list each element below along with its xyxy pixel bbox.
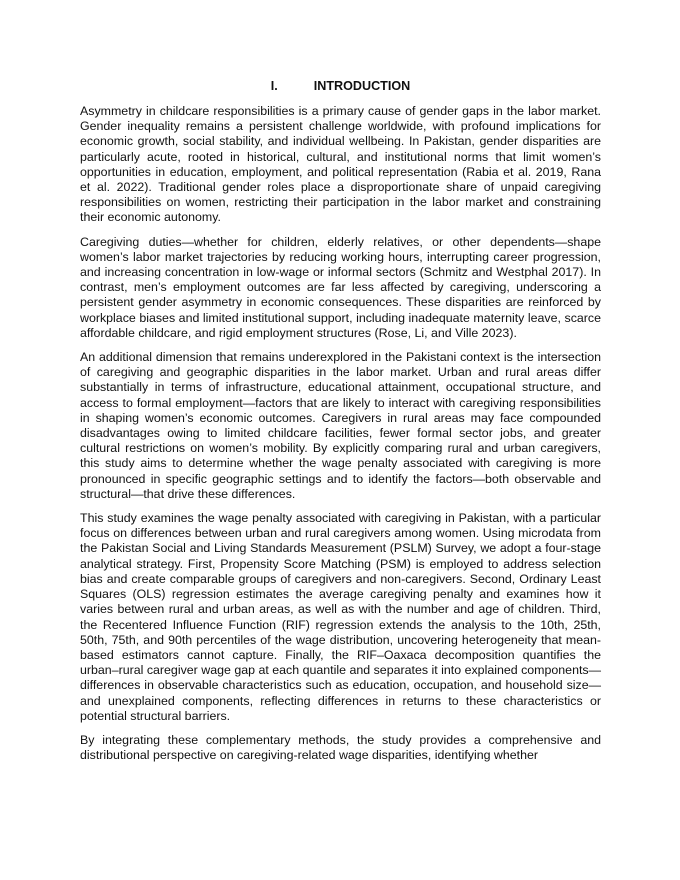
paragraph-1: Asymmetry in childcare responsibilities is a primary cause of gender gaps in the labor market. Gender inequality remains a persistent challenge worldwide, with profound implications for economic growth, social stability, and individual wellbeing. In Pakistan, gender disparities are particularly acute, rooted in historical, cultural, and institutional norms that limit women’s opportunities in education, employment, and political representation (Rabia et al. 2019, Rana et al. 2022). Traditional gender roles place a disproportionate share of unpaid caregiving responsibilities on women, restricting their participation in the labor market and constraining their economic autonomy. <box>80 104 601 225</box>
paragraph-4: This study examines the wage penalty associated with caregiving in Pakistan, with a particular focus on differences between urban and rural caregivers among women. Using microdata from the Pakistan Social and Living Standards Measurement (PSLM) Survey, we adopt a four-stage analytical strategy. First, Propensity Score Matching (PSM) is employed to address selection bias and create comparable groups of caregivers and non-caregivers. Second, Ordinary Least Squares (OLS) regression estimates the average caregiving penalty and examines how it varies between rural and urban areas, as well as with the number and age of children. Third, the Recentered Influence Function (RIF) regression extends the analysis to the 10th, 25th, 50th, 75th, and 90th percentiles of the wage distribution, uncovering heterogeneity that mean-based estimators cannot capture. Finally, the RIF–Oaxaca decomposition quantifies the urban–rural caregiver wage gap at each quantile and separates it into explained components—differences in observable characteristics such as education, occupation, and household size—and unexplained components, reflecting differences in returns to these characteristics or potential structural barriers. <box>80 511 601 723</box>
section-heading <box>80 78 601 94</box>
paragraph-5: By integrating these complementary methods, the study provides a comprehensive and distributional perspective on caregiving-related wage disparities, identifying whether <box>80 732 601 763</box>
page-content <box>80 78 601 772</box>
paragraph-3: An additional dimension that remains underexplored in the Pakistani context is the intersection of caregiving and geographic disparities in the labor market. Urban and rural areas differ substantially in terms of infrastructure, educational attainment, occupational structure, and access to formal employment—factors that are likely to interact with caregiving responsibilities in shaping women’s economic outcomes. Caregivers in rural areas may face compounded disadvantages owing to limited childcare facilities, fewer formal sector jobs, and greater cultural restrictions on women’s mobility. By explicitly comparing rural and urban caregivers, this study aims to determine whether the wage penalty associated with caregiving is more pronounced in specific geographic settings and to identify the factors—both observable and structural—that drive these differences. <box>80 350 601 501</box>
section-number: I. <box>270 79 278 93</box>
section-title: INTRODUCTION <box>313 79 411 93</box>
paragraph-2: Caregiving duties—whether for children, elderly relatives, or other dependents—shape women’s labor market trajectories by reducing working hours, interrupting career progression, and increasing concentration in low-wage or informal sectors (Schmitz and Westphal 2017). In contrast, men’s employment outcomes are far less affected by caregiving, underscoring a persistent gender asymmetry in economic consequences. These disparities are reinforced by workplace biases and limited institutional support, including inadequate maternity leave, scarce affordable childcare, and rigid employment structures (Rose, Li, and Ville 2023). <box>80 234 601 340</box>
